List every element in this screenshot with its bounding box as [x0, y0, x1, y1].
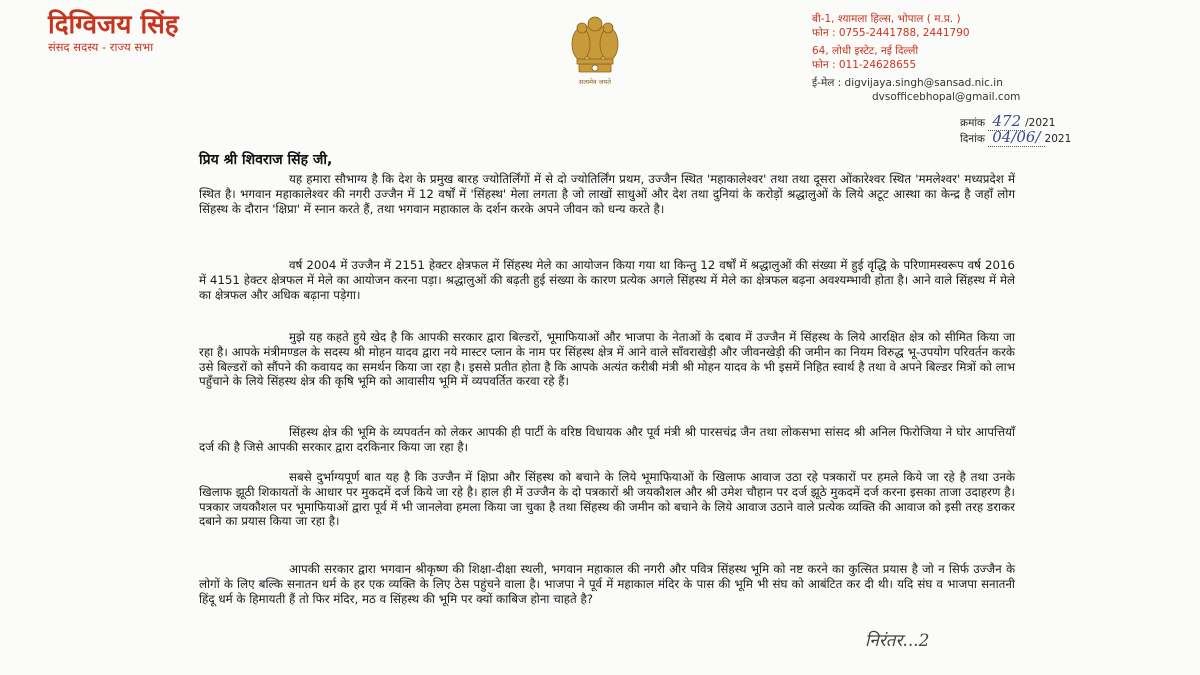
- email-secondary: dvsofficebhopal@gmail.com: [872, 91, 1021, 103]
- phone-delhi: फोन : 011-24628655: [812, 59, 917, 71]
- paragraph-4: सिंहस्थ क्षेत्र की भूमि के व्यपवर्तन को लेकर आपकी ही पार्टी के वरिष्ठ विधायक और पूर्व मंत्री श्री पारसचंद्र जैन तथा लोकसभा सांसद श्री अनिल फिरोजिया ने घोर आपत्तियाँ दर्ज की है जिसे आपकी सरकार द्वारा दरकिनार किया जा रहा है।: [199, 425, 1015, 454]
- address-delhi: 64, लोधी इस्टेट, नई दिल्ली: [812, 45, 919, 57]
- phone-bhopal: फोन : 0755-2441788, 2441790: [812, 27, 970, 39]
- emblem-motto: सत्यमेव जयते: [579, 78, 611, 86]
- sender-title: संसद सदस्य - राज्य सभा: [48, 40, 154, 54]
- reference-date: [960, 128, 1071, 147]
- reference-year: 2021: [1028, 117, 1056, 129]
- email-primary: ई-मेल : digvijaya.singh@sansad.nic.in: [812, 77, 1003, 89]
- national-emblem-icon: [555, 4, 635, 90]
- reference-date-year: 2021: [1044, 133, 1072, 145]
- reference-date-value: 04/06/: [988, 128, 1044, 147]
- reference-number: क्रमांक 472 /2021: [960, 112, 1056, 130]
- paragraph-1: यह हमारा सौभाग्य है कि देश के प्रमुख बारह ज्योतिर्लिंगों में से दो ज्योतिर्लिंग प्रथम, उज्जैन स्थित 'महाकालेश्वर' तथा तथा दूसरा ओंकारेश्वर स्थित 'ममलेश्वर' मध्यप्रदेश में स्थित है। भगवान महाकालेश्वर की नगरी उज्जैन में 12 वर्षों में 'सिंहस्थ' मेला लगता है जो लाखों साधुओं और देश तथा दुनियां के करोड़ों श्रद्धालुओं के लिये अटूट आस्था का केन्द्र है जहाँ लोग सिंहस्थ के दौरान 'क्षिप्रा' में स्नान करते हैं, तथा भगवान महाकाल के दर्शन करके अपने जीवन को धन्य करते है।: [199, 172, 1015, 216]
- salutation: प्रिय श्री शिवराज सिंह जी,: [199, 152, 333, 168]
- reference-number-label: क्रमांक: [960, 117, 986, 129]
- sender-name: दिग्विजय सिंह: [48, 10, 179, 40]
- reference-date-label: दिनांक: [960, 133, 985, 145]
- paragraph-2: वर्ष 2004 में उज्जैन में 2151 हेक्टर क्षेत्रफल में सिंहस्थ मेले का आयोजन किया गया था किन्तु 12 वर्षों में श्रद्धालुओं की संख्या में हुई वृद्धि के परिणामस्वरूप वर्ष 2016 में 4151 हेक्टर क्षेत्रफल में मेले का आयोजन करना पड़ा। श्रद्धालुओं की बढ़ती हुई संख्या के कारण प्रत्येक अगले सिंहस्थ में मेले का क्षेत्रफल बढ़ना अवश्यम्भावी होता है। आने वाले सिंहस्थ में मेले का क्षेत्रफल और अधिक बढ़ाना पड़ेगा।: [199, 258, 1015, 302]
- address-bhopal: बी-1, श्यामला हिल्स, भोपाल ( म.प्र. ): [812, 13, 961, 25]
- paragraph-3: मुझे यह कहते हुये खेद है कि आपकी सरकार द्वारा बिल्डरों, भूमाफियाओं और भाजपा के नेताओं के दबाव में उज्जैन में सिंहस्थ के लिये आरक्षित क्षेत्र को सीमित किया जा रहा है। आपके मंत्रीमण्डल के सदस्य श्री मोहन यादव द्वारा नये मास्टर प्लान के नाम पर सिंहस्थ क्षेत्र में आने वाले साँवराखेड़ी और जीवनखेड़ी की जमीन का नियम विरुद्ध भू-उपयोग परिवर्तन करके उसे बिल्डरों को सौंपने की कवायद का समर्थन किया जा रहा है। इससे प्रतीत होता है कि आपके अत्यंत करीबी मंत्री श्री मोहन यादव के भी इसमें निहित स्वार्थ है तथा वे अपने बिल्डर मित्रों को लाभ पहुँचाने के लिये सिंहस्थ क्षेत्र की कृषि भूमि को आवासीय भूमि में व्यपवर्तित करवा रहे हैं।: [199, 330, 1015, 389]
- paragraph-6: आपकी सरकार द्वारा भगवान श्रीकृष्ण की शिक्षा-दीक्षा स्थली, भगवान महाकाल की नगरी और पवित्र सिंहस्थ भूमि को नष्ट करने का कुत्सित प्रयास है जो न सिर्फ उज्जैन के लोगों के लिए बल्कि सनातन धर्म के हर एक व्यक्ति के लिए ठेस पहुंचने वाला है। भाजपा ने पूर्व में महाकाल मंदिर के पास की भूमि भी संघ को आबंटित कर दी थी। यदि संघ व भाजपा सनातनी हिंदू धर्म के हिमायती हैं तो फिर मंदिर, मठ व सिंहस्थ की भूमि पर क्यों काबिज होना चाहते है?: [199, 562, 1015, 606]
- continuation-note: निरंतर...2: [865, 631, 930, 651]
- reference-number-value: 472: [988, 112, 1025, 131]
- paragraph-5: सबसे दुर्भाग्यपूर्ण बात यह है कि उज्जैन में क्षिप्रा और सिंहस्थ को बचाने के लिये भूमाफियाओं के खिलाफ आवाज उठा रहे पत्रकारों पर हमले किये जा रहे है तथा उनके खिलाफ झूठी शिकायतों के आधार पर मुकदमें दर्ज किये जा रहे है। हाल ही में उज्जैन के दो पत्रकारों श्री जयकौशल और श्री उमेश चौहान पर दर्ज झूठे मुकदमें दर्ज करना इसका ताजा उदाहरण है। पत्रकार जयकौशल पर भूमाफियाओं द्वारा पूर्व में भी जानलेवा हमला किया जा चुका है तथा सिंहस्थ की जमीन को बचाने के लिये आवाज उठाने वाले प्रत्येक व्यक्ति की आवाज को इसी तरह डराकर दबाने का प्रयास किया जा रहा है।: [199, 470, 1015, 529]
